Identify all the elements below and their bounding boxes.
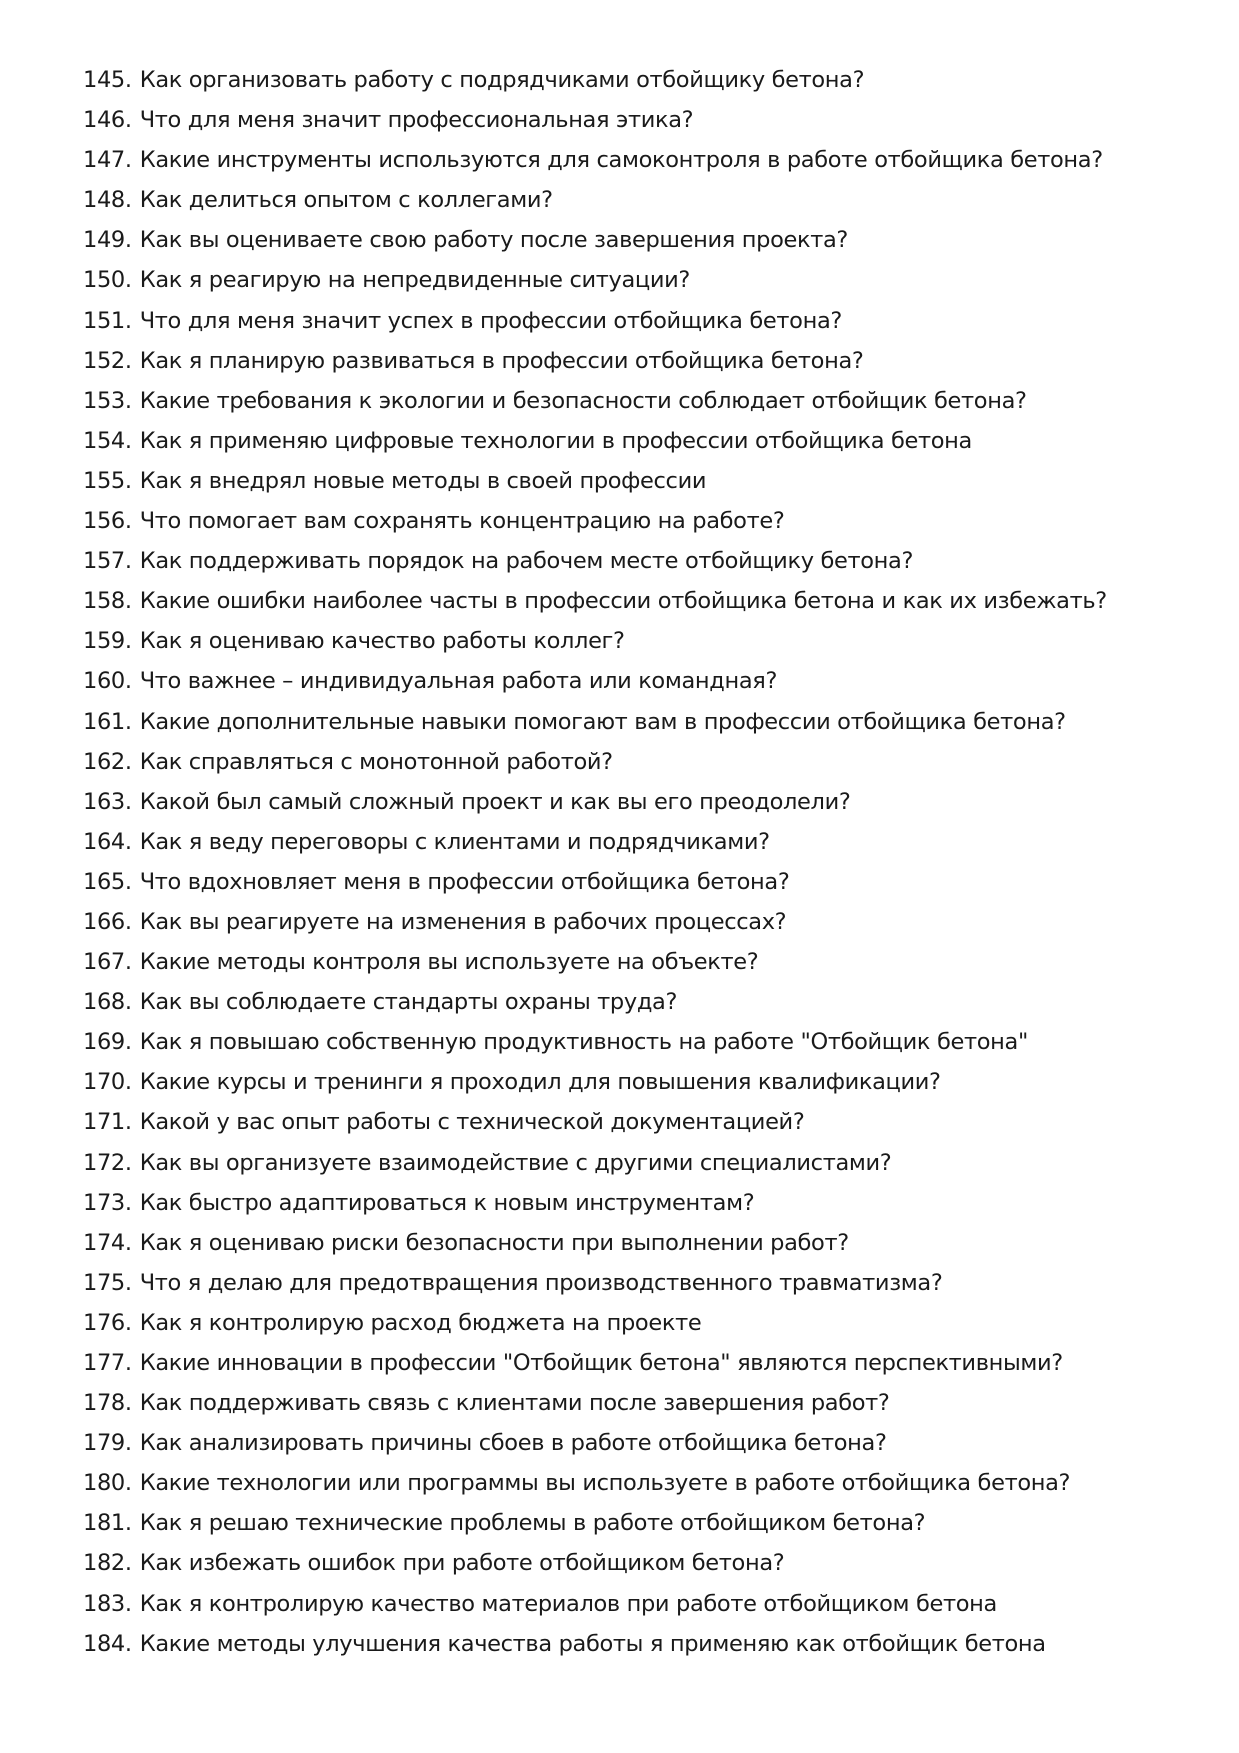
- list-item: [83, 822, 1193, 862]
- question-number: 158.: [83, 588, 132, 615]
- list-item: [83, 501, 1193, 541]
- question-number: 166.: [83, 908, 132, 935]
- question-text: Что помогает вам сохранять концентрацию на работе?: [139, 508, 785, 535]
- list-item: [83, 1022, 1193, 1062]
- question-text: Что для меня значит успех в профессии отбойщика бетона?: [139, 307, 842, 334]
- question-number: 157.: [83, 548, 132, 575]
- question-number: 181.: [83, 1510, 132, 1537]
- list-item: [83, 1543, 1193, 1583]
- question-text: Как я реагирую на непредвиденные ситуации?: [139, 267, 691, 294]
- question-number: 184.: [83, 1630, 132, 1657]
- list-item: [83, 1423, 1193, 1463]
- question-number: 171.: [83, 1109, 132, 1136]
- question-number: 162.: [83, 748, 132, 775]
- question-number: 156.: [83, 508, 132, 535]
- list-item: [83, 60, 1193, 100]
- question-number: 164.: [83, 828, 132, 855]
- question-text: Как вы оцениваете свою работу после завершения проекта?: [139, 227, 849, 254]
- list-item: [83, 180, 1193, 220]
- list-item: [83, 1263, 1193, 1303]
- question-number: 180.: [83, 1470, 132, 1497]
- question-text: Как анализировать причины сбоев в работе отбойщика бетона?: [139, 1430, 887, 1457]
- question-text: Как я оцениваю качество работы коллег?: [139, 628, 625, 655]
- question-number: 148.: [83, 187, 132, 214]
- list-item: [83, 301, 1193, 341]
- question-number: 172.: [83, 1149, 132, 1176]
- question-text: Как я веду переговоры с клиентами и подрядчиками?: [139, 828, 770, 855]
- question-text: Какие инструменты используются для самоконтроля в работе отбойщика бетона?: [139, 147, 1103, 174]
- question-number: 147.: [83, 147, 132, 174]
- list-item: [83, 982, 1193, 1022]
- list-item: [83, 220, 1193, 260]
- list-item: [83, 260, 1193, 300]
- question-number: 155.: [83, 467, 132, 494]
- question-text: Какие методы улучшения качества работы я применяю как отбойщик бетона: [139, 1630, 1046, 1657]
- question-text: Что я делаю для предотвращения производственного травматизма?: [139, 1269, 943, 1296]
- question-text: Какие дополнительные навыки помогают вам в профессии отбойщика бетона?: [139, 708, 1066, 735]
- list-item: [83, 1223, 1193, 1263]
- list-item: [83, 1303, 1193, 1343]
- question-text: Как я контролирую качество материалов при работе отбойщиком бетона: [139, 1590, 997, 1617]
- question-text: Как справляться с монотонной работой?: [139, 748, 613, 775]
- question-text: Как я контролирую расход бюджета на проекте: [139, 1309, 702, 1336]
- list-item: [83, 942, 1193, 982]
- question-text: Как вы организуете взаимодействие с другими специалистами?: [139, 1149, 892, 1176]
- question-text: Как я применяю цифровые технологии в профессии отбойщика бетона: [139, 427, 972, 454]
- question-text: Какие инновации в профессии "Отбойщик бетона" являются перспективными?: [139, 1350, 1063, 1376]
- question-text: Какие технологии или программы вы используете в работе отбойщика бетона?: [139, 1470, 1071, 1497]
- question-text: Как поддерживать порядок на рабочем месте отбойщику бетона?: [139, 548, 914, 575]
- list-item: [83, 581, 1193, 621]
- question-text: Какие ошибки наиболее часты в профессии отбойщика бетона и как их избежать?: [139, 588, 1107, 615]
- question-text: Какие требования к экологии и безопасности соблюдает отбойщик бетона?: [139, 387, 1027, 414]
- question-number: 146.: [83, 107, 132, 134]
- list-item: [83, 1062, 1193, 1102]
- question-number: 159.: [83, 628, 132, 655]
- question-number: 145.: [83, 67, 132, 93]
- question-text: Как вы реагируете на изменения в рабочих процессах?: [139, 908, 787, 935]
- question-number: 173.: [83, 1189, 132, 1216]
- question-text: Как вы соблюдаете стандарты охраны труда?: [139, 989, 678, 1016]
- list-item: [83, 1463, 1193, 1503]
- question-text: Какие методы контроля вы используете на объекте?: [139, 949, 759, 976]
- list-item: [83, 782, 1193, 822]
- list-item: [83, 621, 1193, 661]
- list-item: [83, 661, 1193, 701]
- list-item: [83, 902, 1193, 942]
- question-number: 168.: [83, 989, 132, 1016]
- question-number: 150.: [83, 267, 132, 294]
- question-number: 154.: [83, 427, 132, 454]
- question-text: Какой был самый сложный проект и как вы его преодолели?: [139, 788, 851, 815]
- list-item: [83, 461, 1193, 501]
- question-text: Как я внедрял новые методы в своей профессии: [139, 467, 707, 494]
- list-item: [83, 742, 1193, 782]
- question-number: 170.: [83, 1069, 132, 1096]
- question-text: Как быстро адаптироваться к новым инструментам?: [139, 1189, 755, 1216]
- list-item: [83, 1624, 1193, 1664]
- question-number: 163.: [83, 788, 132, 815]
- question-number: 152.: [83, 347, 132, 374]
- list-item: [83, 1183, 1193, 1223]
- list-item: [83, 140, 1193, 180]
- question-text: Как организовать работу с подрядчиками отбойщику бетона?: [139, 67, 865, 93]
- question-number: 177.: [83, 1350, 132, 1376]
- list-item: [83, 1383, 1193, 1423]
- question-list: [83, 60, 1193, 1664]
- list-item: [83, 1102, 1193, 1142]
- question-text: Как я повышаю собственную продуктивность на работе "Отбойщик бетона": [139, 1029, 1028, 1056]
- question-number: 174.: [83, 1229, 132, 1256]
- question-number: 178.: [83, 1390, 132, 1417]
- question-number: 169.: [83, 1029, 132, 1056]
- question-number: 176.: [83, 1309, 132, 1336]
- list-item: [83, 1503, 1193, 1543]
- question-text: Как я решаю технические проблемы в работе отбойщиком бетона?: [139, 1510, 926, 1537]
- list-item: [83, 1143, 1193, 1183]
- list-item: [83, 541, 1193, 581]
- question-number: 165.: [83, 868, 132, 895]
- question-text: Как я оцениваю риски безопасности при выполнении работ?: [139, 1229, 849, 1256]
- question-number: 161.: [83, 708, 132, 735]
- list-item: [83, 702, 1193, 742]
- question-text: Как избежать ошибок при работе отбойщиком бетона?: [139, 1550, 785, 1577]
- question-number: 153.: [83, 387, 132, 414]
- question-text: Что для меня значит профессиональная этика?: [139, 107, 694, 134]
- list-item: [83, 1343, 1193, 1383]
- question-number: 151.: [83, 307, 132, 334]
- list-item: [83, 421, 1193, 461]
- question-text: Что вдохновляет меня в профессии отбойщика бетона?: [139, 868, 790, 895]
- question-number: 179.: [83, 1430, 132, 1457]
- list-item: [83, 341, 1193, 381]
- question-number: 175.: [83, 1269, 132, 1296]
- question-text: Как я планирую развиваться в профессии отбойщика бетона?: [139, 347, 864, 374]
- question-text: Как делиться опытом с коллегами?: [139, 187, 553, 214]
- list-item: [83, 381, 1193, 421]
- question-text: Как поддерживать связь с клиентами после завершения работ?: [139, 1390, 890, 1417]
- question-number: 167.: [83, 949, 132, 976]
- list-item: [83, 100, 1193, 140]
- list-item: [83, 862, 1193, 902]
- question-text: Какие курсы и тренинги я проходил для повышения квалификации?: [139, 1069, 941, 1096]
- question-text: Какой у вас опыт работы с технической документацией?: [139, 1109, 805, 1136]
- question-text: Что важнее – индивидуальная работа или командная?: [139, 668, 778, 695]
- question-number: 182.: [83, 1550, 132, 1577]
- question-number: 160.: [83, 668, 132, 695]
- question-number: 149.: [83, 227, 132, 254]
- list-item: [83, 1584, 1193, 1624]
- question-number: 183.: [83, 1590, 132, 1617]
